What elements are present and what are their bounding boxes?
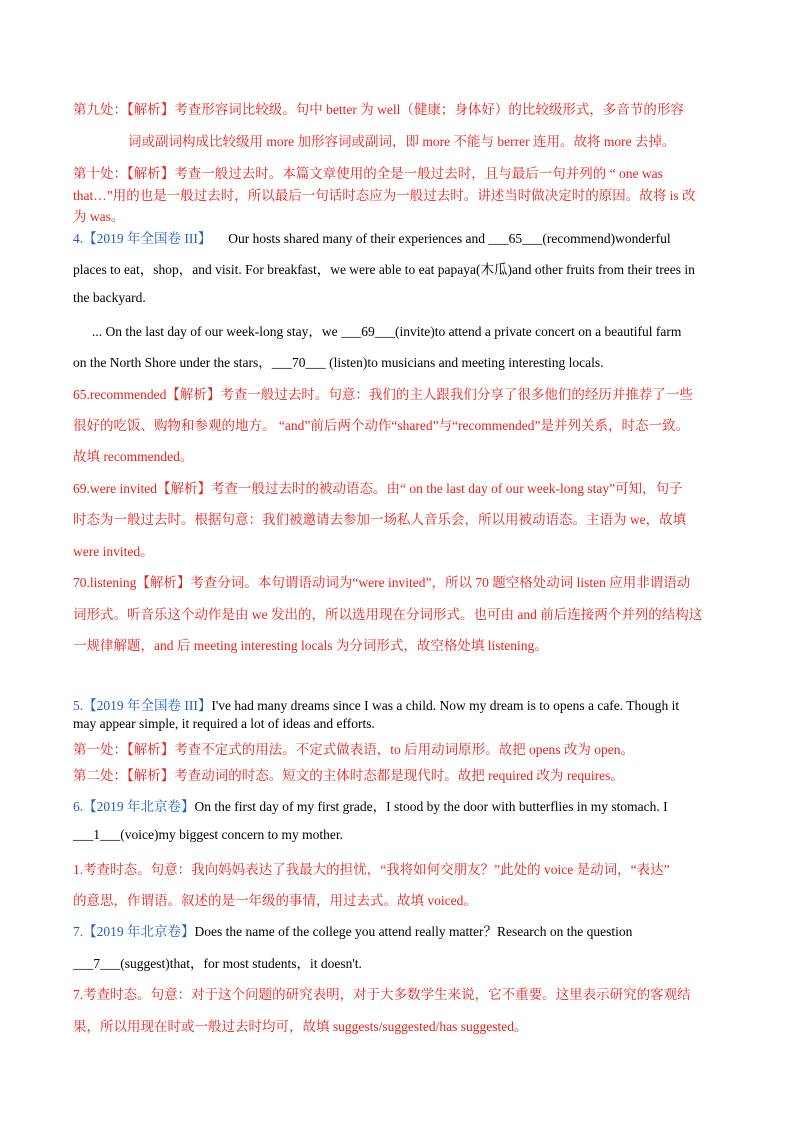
question-text: On the first day of my first grade，I stood by the door with butterflies in my stomach. I — [194, 799, 668, 814]
blank-70: ___70___ — [271, 355, 326, 370]
blank-1: ___1___ — [73, 827, 121, 842]
source-tag: 【2019 年北京卷】 — [83, 799, 195, 814]
question-text: (listen)to musicians and meeting interesting locals. — [325, 355, 604, 370]
question-line: the backyard. — [73, 290, 146, 305]
analysis-line: 时态为一般过去时。根据句意：我们被邀请去参加一场私人音乐会，所以用被动语态。主语为 we，故填 — [73, 512, 687, 527]
analysis-line: 70.listening【解析】考查分词。本句谓语动词为“were invited”，所以 70 题空格处动词 listen 应用非谓语动 — [73, 575, 691, 590]
blank-7: ___7___ — [73, 956, 121, 971]
question-text: ... On the last day of our week-long stay，we — [92, 324, 341, 339]
analysis-line: 为 was。 — [73, 209, 125, 224]
question-line — [73, 351, 604, 371]
analysis-line: 第十处：【解析】考查一般过去时。本篇文章使用的全是一般过去时，且与最后一句并列的 “ one was — [73, 166, 663, 181]
question-line — [73, 795, 668, 815]
blank-69: ___69___ — [340, 324, 395, 339]
question-number: 5. — [73, 698, 84, 713]
question-line: places to eat，shop，and visit. For breakfast，we were able to eat papaya(木瓜)and other fruits from their trees in — [73, 262, 695, 277]
question-text: on the North Shore under the stars， — [73, 355, 272, 370]
analysis-line: 第二处：【解析】考查动词的时态。短文的主体时态都是现代时。故把 required 改为 requires。 — [73, 768, 624, 783]
question-line — [73, 920, 632, 940]
analysis-line: 7.考查时态。句意：对于这个问题的研究表明，对于大多数学生来说，它不重要。这里表示研究的客观结 — [73, 987, 691, 1002]
question-text: Does the name of the college you attend really matter？Research on the question — [194, 924, 633, 939]
question-line — [73, 227, 671, 247]
source-tag: 【2019 年全国卷 III】 — [83, 698, 212, 713]
analysis-line: 第一处：【解析】考查不定式的用法。不定式做表语，to 后用动词原形。故把 opens 改为 open。 — [73, 742, 634, 757]
question-number: 7. — [73, 924, 84, 939]
analysis-line: 很好的吃饭、购物和参观的地方。 “and”前后两个动作“shared”与“recommended”是并列关系，时态一致。 — [73, 418, 690, 433]
analysis-line: 65.recommended【解析】考查一般过去时。句意：我们的主人跟我们分享了很多他们的经历并推荐了一些 — [73, 387, 693, 402]
analysis-line: 一规律解题，and 后 meeting interesting locals 为分词形式，故空格处填 listening。 — [73, 638, 548, 653]
analysis-line: 第九处：【解析】考查形容词比较级。句中 better 为 well（健康；身体好）的比较级形式，多音节的形容 — [73, 102, 684, 117]
question-text: (recommend)wonderful — [542, 231, 671, 246]
analysis-line: 故填 recommended。 — [73, 449, 194, 464]
analysis-line: were invited。 — [73, 544, 154, 559]
question-line — [92, 320, 681, 340]
question-line — [73, 694, 679, 714]
source-tag: 【2019 年全国卷 III】 — [83, 231, 212, 246]
question-text: (voice)my biggest concern to my mother. — [120, 827, 343, 842]
source-tag: 【2019 年北京卷】 — [83, 924, 195, 939]
question-line: may appear simple, it required a lot of ideas and efforts. — [73, 716, 375, 731]
question-line — [73, 952, 362, 972]
analysis-line: 果，所以用现在时或一般过去时均可，故填 suggests/suggested/has suggested。 — [73, 1019, 528, 1034]
analysis-line: 的意思，作谓语。叙述的是一年级的事情，用过去式。故填 voiced。 — [73, 893, 477, 908]
analysis-line: 词或副词构成比较级用 more 加形容词或副词，即 more 不能与 berrer 连用。故将 more 去掉。 — [128, 134, 676, 149]
question-number: 6. — [73, 799, 84, 814]
analysis-line: that…”用的也是一般过去时，所以最后一句话时态应为一般过去时。讲述当时做决定时的原因。故将 is 改 — [73, 188, 696, 203]
analysis-line: 69.were invited【解析】考查一般过去时的被动语态。由“ on the last day of our week-long stay”可知，句子 — [73, 481, 683, 496]
question-text: I've had many dreams since I was a child. Now my dream is to opens a cafe. Though it — [211, 698, 680, 713]
blank-65: ___65___ — [488, 231, 543, 246]
question-text: Our hosts shared many of their experiences and — [228, 231, 489, 246]
question-line — [73, 827, 343, 843]
question-text: (suggest)that，for most students，it doesn't. — [120, 956, 362, 971]
analysis-line: 词形式。听音乐这个动作是由 we 发出的，所以选用现在分词形式。也可由 and 前后连接两个并列的结构这 — [73, 607, 703, 622]
question-number: 4. — [73, 231, 84, 246]
analysis-line: 1.考查时态。句意：我向妈妈表达了我最大的担忧，“我将如何交朋友？”此处的 voice 是动词，“表达” — [73, 862, 670, 877]
question-text: (invite)to attend a private concert on a beautiful farm — [394, 324, 682, 339]
